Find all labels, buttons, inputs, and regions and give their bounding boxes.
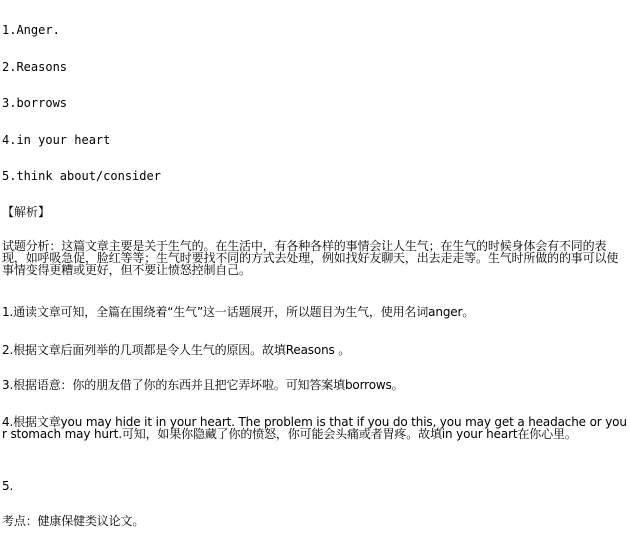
answer-2: 2.Reasons [2,60,68,74]
explanation-1: 1.通读文章可知，全篇在围绕着“生气”这一话题展开，所以题目为生气，使用名词anger。 [2,305,475,319]
answer-3: 3.borrows [2,96,68,110]
section-heading: 【解析】 [2,205,51,219]
answer-4: 4.in your heart [2,133,111,147]
answer-5: 5.think about/consider [2,169,161,183]
explanation-2: 2.根据文章后面列举的几项都是令人生气的原因。故填Reasons 。 [2,343,351,357]
analysis-paragraph: 试题分析：这篇文章主要是关于生气的。在生活中，有各种各样的事情会让人生气；在生气的时候身体会有不同的表现，如呼吸急促，脸红等等；生气时要找不同的方式去处理，例如找好友聊天，出去走走等。生气时所做的的事可以使事情变得更糟或更好，但不要让愤怒控制自己。 [2,239,619,277]
answer-1: 1.Anger. [2,23,60,37]
explanation-4: 4.根据文章you may hide it in your heart. The problem is that if you do this, you may get a headache or your stomach may hurt.可知，如果你隐藏了你的愤怒，你可能会头痛或者胃疼。故填in your heart在你心里。 [2,415,627,441]
kaodian-line: 考点：健康保健类议论文。 [2,514,145,528]
explanation-3: 3.根据语意：你的朋友借了你的东西并且把它弄坏啦。可知答案填borrows。 [2,378,404,392]
explanation-5: 5. [2,479,14,493]
